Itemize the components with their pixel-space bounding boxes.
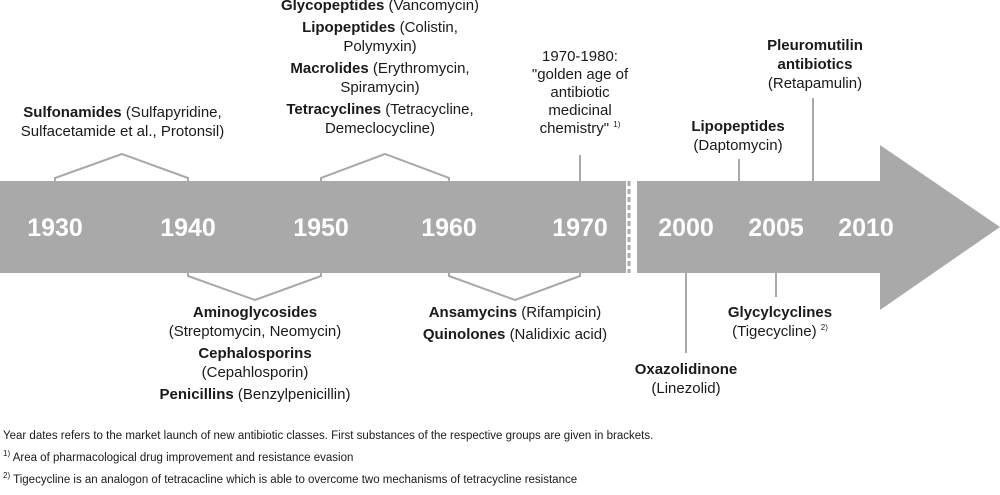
year-label-1970: 1970 (552, 214, 608, 242)
label-pleuromutilin (745, 36, 885, 93)
year-label-1950: 1950 (293, 214, 349, 242)
class-name: Quinolones (422, 326, 506, 343)
year-label-2000: 2000 (658, 214, 714, 242)
class-name: Sulfonamides (23, 104, 122, 121)
label-ansamycins (395, 303, 635, 322)
footnote-mark-2: 2) (820, 323, 828, 332)
golden-age-line: "golden age of (531, 66, 629, 83)
label-1950s-top-stack (250, 0, 510, 141)
class-substances: (Benzylpenicillin) (237, 386, 351, 403)
note-2-mark: 2) (3, 471, 11, 481)
note-1-mark: 1) (3, 449, 11, 459)
year-label-2010: 2010 (838, 214, 894, 242)
label-oxazolidinone (616, 360, 756, 398)
class-name: Cephalosporins (198, 345, 312, 362)
class-substances: (Daptomycin) (693, 137, 783, 154)
class-substances-cont: Demeclocycline) (324, 120, 436, 137)
class-substances-cont: Sulfacetamide et al., Protonsil) (20, 123, 225, 140)
label-sulfonamides (0, 103, 245, 141)
class-name: Glycopeptides (280, 0, 385, 14)
class-name: Ansamycins (428, 304, 518, 321)
label-tetracyclines (250, 100, 510, 138)
class-name: Oxazolidinone (634, 361, 738, 378)
class-substances: (Vancomycin) (388, 0, 480, 14)
label-penicillins (130, 385, 380, 404)
label-macrolides (250, 59, 510, 97)
class-substances-cont: Spiramycin) (340, 79, 420, 96)
year-label-2005: 2005 (748, 214, 804, 242)
class-substances: (Nalidixic acid) (509, 326, 608, 343)
connector-sulfonamides (55, 154, 188, 181)
year-label-1940: 1940 (160, 214, 216, 242)
class-name: Aminoglycosides (192, 304, 318, 321)
class-substances: (Linezolid) (651, 380, 721, 397)
class-substances: (Retapamulin) (767, 75, 863, 92)
footnote-mark-1: 1) (613, 120, 621, 129)
note-1 (3, 451, 993, 465)
note-2 (3, 473, 993, 487)
class-name: Tetracyclines (286, 101, 382, 118)
golden-age-line: chemistry" (539, 120, 610, 137)
label-1960s-bottom-stack (395, 303, 635, 347)
year-label-1930: 1930 (27, 214, 83, 242)
label-glycopeptides (250, 0, 510, 15)
class-substances: (Cepahlosporin) (201, 364, 309, 381)
footnotes (3, 429, 993, 495)
class-name: Pleuromutilin (767, 37, 863, 54)
golden-age-line: antibiotic (550, 84, 610, 101)
note-1-text: Area of pharmacological drug improvement and resistance evasion (12, 452, 354, 464)
connector-1950s-top (321, 154, 449, 181)
class-substances-cont: Polymyxin) (343, 38, 417, 55)
note-2-text: Tigecycline is an analogon of tetracacline which is able to overcome two mechanisms of tetracycline resistance (13, 474, 578, 486)
label-lipopeptides-daptomycin (668, 117, 808, 155)
label-aminoglycosides (130, 303, 380, 341)
connector-1960s-bottom (449, 273, 580, 300)
golden-age-line: medicinal (548, 102, 612, 119)
label-golden-age (510, 48, 650, 138)
class-name-cont: antibiotics (777, 56, 853, 73)
class-name: Glycylcyclines (727, 304, 833, 321)
class-name: Penicillins (159, 386, 234, 403)
class-substances: (Erythromycin, (372, 60, 470, 77)
label-1940s-bottom-stack (130, 303, 380, 407)
label-cephalosporins (130, 344, 380, 382)
note-main: Year dates refers to the market launch of new antibiotic classes. First substances of the respective groups are given in brackets. (3, 430, 654, 442)
class-name: Lipopeptides (691, 118, 785, 135)
golden-age-line: 1970-1980: (542, 48, 618, 65)
class-substances: (Sulfapyridine, (125, 104, 222, 121)
year-label-1960: 1960 (421, 214, 477, 242)
label-lipopeptides-colistin (250, 18, 510, 56)
label-glycylcyclines (705, 303, 855, 341)
label-quinolones (395, 325, 635, 344)
class-substances: (Rifampicin) (521, 304, 602, 321)
class-substances: (Colistin, (399, 19, 458, 36)
class-name: Lipopeptides (302, 19, 396, 36)
class-name: Macrolides (290, 60, 369, 77)
class-substances: (Streptomycin, Neomycin) (168, 323, 342, 340)
connector-1940s-bottom (188, 273, 321, 300)
class-substances: (Tigecycline) (732, 323, 817, 340)
class-substances: (Tetracycline, (385, 101, 474, 118)
